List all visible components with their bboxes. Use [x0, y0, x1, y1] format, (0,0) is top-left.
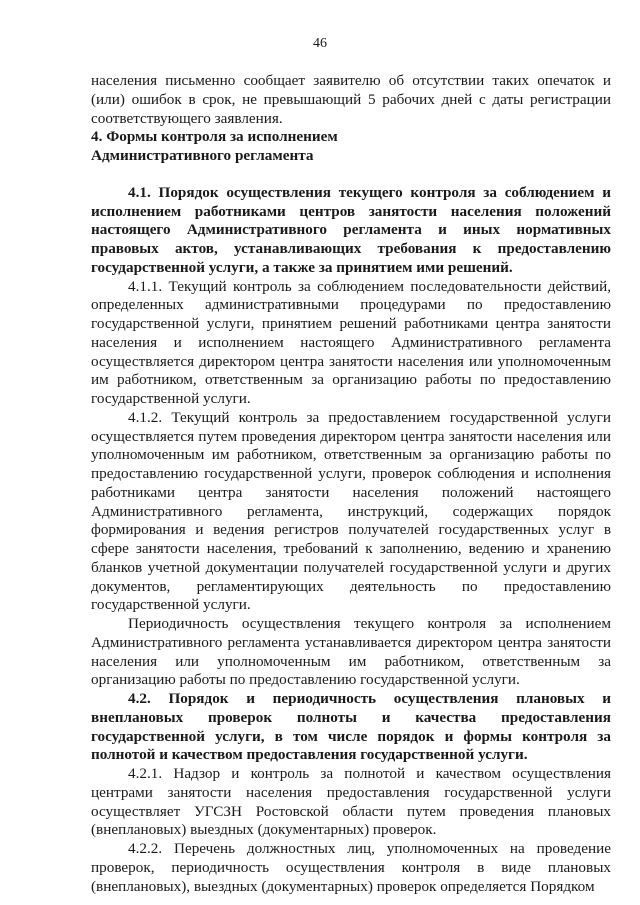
section-heading-line-1: 4. Формы контроля за исполнением [91, 128, 338, 146]
paragraph-4-2-1: 4.2.1. Надзор и контроль за полнотой и качеством осуществления центрами занятости населения предоставления государственной услуги осуществляет УГСЗН Ростовской области путем проведения плановых (внеплановых) выездных (документарных) проверок. [91, 765, 611, 839]
page-number: 46 [313, 36, 327, 51]
subsection-heading-4-2: 4.2. Порядок и периодичность осуществления плановых и внеплановых проверок полноты и качества предоставления государственной услуги, в том числе порядок и формы контроля за полнотой и качеством предоставления государственной услуги. [91, 690, 611, 764]
paragraph-4-1-1: 4.1.1. Текущий контроль за соблюдением последовательности действий, определенных административными процедурами по предоставлению государственной услуги, принятием решений работниками центра занятости населения и исполнением настоящего Административного регламента осуществляется директором центра занятости населения или уполномоченным им работником, ответственным за организацию работы по предоставлению государственной услуги. [91, 277, 611, 407]
subsection-heading-4-1: 4.1. Порядок осуществления текущего контроля за соблюдением и исполнением работниками центров занятости населения положений настоящего Административного регламента и иных нормативных правовых актов, устанавливающих требования к предоставлению государственной услуги, а также за принятием ими решений. [91, 183, 611, 276]
section-heading-line-2: Административного регламента [91, 147, 314, 164]
paragraph-4-1-2: 4.1.2. Текущий контроль за предоставлением государственной услуги осуществляется путем проведения директором центра занятости населения или уполномоченным им работником, ответственным за организацию работы по предоставлению государственной услуги, проверок соблюдения и исполнения работниками центра занятости населения положений настоящего Административного регламента, инструкций, содержащих порядок формирования и ведения регистров получателей государственных услуг в сфере занятости населения, требований к заполнению, ведению и хранению бланков учетной документации получателей государственной услуги и других документов, регламентирующих деятельность по предоставлению государственной услуги. [91, 408, 611, 614]
spacer [91, 166, 611, 184]
paragraph-periodicity: Периодичность осуществления текущего контроля за исполнением Административного регламента устанавливается директором центра занятости населения или уполномоченным им работником, ответственным за организацию работы по предоставлению государственной услуги. [91, 615, 611, 689]
paragraph-4-2-2: 4.2.2. Перечень должностных лиц, уполномоченных на проведение проверок, периодичность осуществления контроля в виде плановых (внеплановых), выездных (документарных) проверок определяется Порядком [91, 840, 611, 895]
document-body [91, 72, 611, 896]
paragraph-continuation: населения письменно сообщает заявителю об отсутствии таких опечаток и (или) ошибок в срок, не превышающий 5 рабочих дней с даты регистрации соответствующего заявления. [91, 72, 611, 127]
